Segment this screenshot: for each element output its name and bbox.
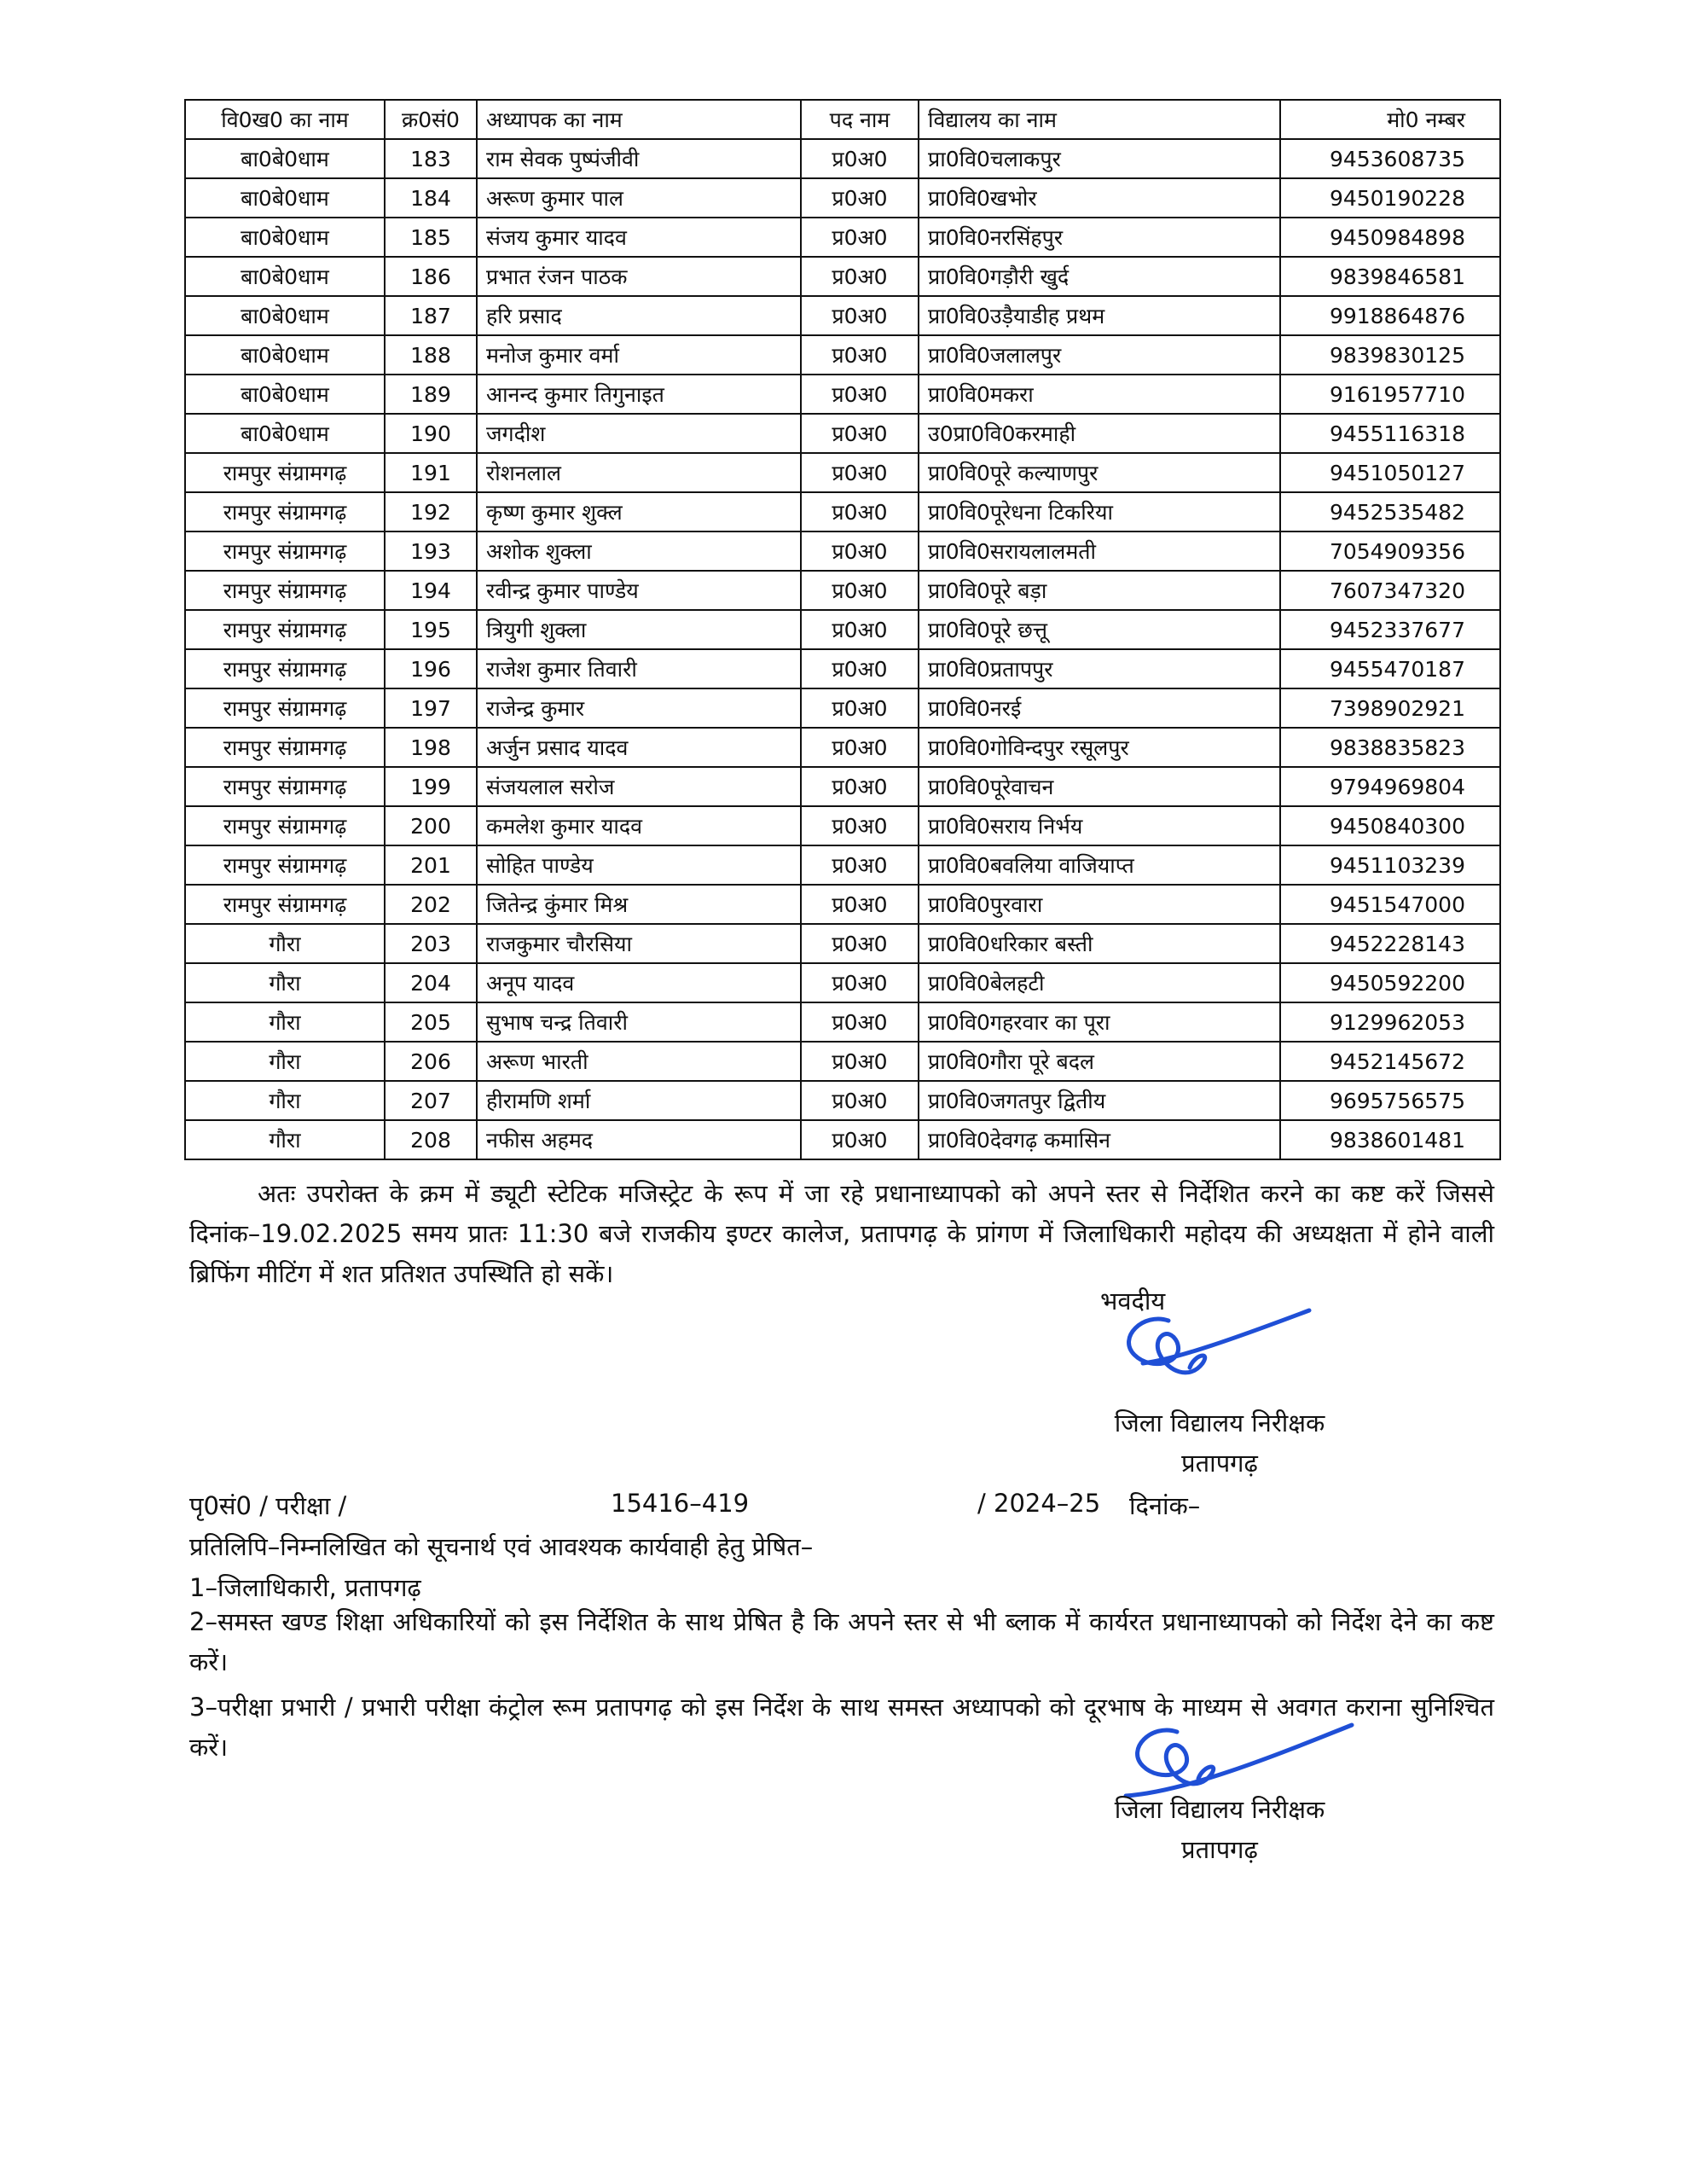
- cell-post: प्र0अ0: [801, 806, 919, 845]
- cell-school: प्रा0वि0जगतपुर द्वितीय: [919, 1081, 1280, 1120]
- cell-serial: 194: [385, 571, 477, 610]
- cell-school: प्रा0वि0गौरा पूरे बदल: [919, 1042, 1280, 1081]
- cell-school: प्रा0वि0देवगढ़ कमासिन: [919, 1120, 1280, 1159]
- cell-serial: 207: [385, 1081, 477, 1120]
- cell-serial: 195: [385, 610, 477, 649]
- cell-teacher: मनोज कुमार वर्मा: [477, 335, 801, 375]
- cell-post: प्र0अ0: [801, 375, 919, 414]
- cell-mobile: 9451103239: [1280, 845, 1500, 885]
- cell-post: प्र0अ0: [801, 139, 919, 178]
- cell-post: प्र0अ0: [801, 257, 919, 296]
- signature1-designation: जिला विद्यालय निरीक्षक: [1114, 1409, 1325, 1438]
- cell-serial: 184: [385, 178, 477, 218]
- copy-heading: प्रतिलिपि–निम्नलिखित को सूचनार्थ एवं आवश्यक कार्यवाही हेतु प्रेषित–: [189, 1532, 814, 1561]
- cell-post: प्र0अ0: [801, 335, 919, 375]
- cell-post: प्र0अ0: [801, 649, 919, 688]
- cell-teacher: राजेश कुमार तिवारी: [477, 649, 801, 688]
- cell-serial: 206: [385, 1042, 477, 1081]
- cell-teacher: संजयलाल सरोज: [477, 767, 801, 806]
- cell-block: बा0बे0धाम: [185, 296, 385, 335]
- cell-serial: 191: [385, 453, 477, 492]
- cell-teacher: अरूण कुमार पाल: [477, 178, 801, 218]
- cell-mobile: 9450984898: [1280, 218, 1500, 257]
- table-row: [185, 885, 1500, 924]
- cell-teacher: जगदीश: [477, 414, 801, 453]
- cell-block: रामपुर संग्रामगढ़: [185, 571, 385, 610]
- signature-1: [1109, 1304, 1313, 1397]
- cell-serial: 196: [385, 649, 477, 688]
- cell-school: प्रा0वि0पूरेवाचन: [919, 767, 1280, 806]
- cell-block: रामपुर संग्रामगढ़: [185, 767, 385, 806]
- cell-teacher: राम सेवक पुष्पंजीवी: [477, 139, 801, 178]
- cell-mobile: 9450840300: [1280, 806, 1500, 845]
- table-header-row: [185, 100, 1500, 139]
- cell-mobile: 9450592200: [1280, 963, 1500, 1002]
- cell-teacher: राजेन्द्र कुमार: [477, 688, 801, 728]
- cell-mobile: 9918864876: [1280, 296, 1500, 335]
- cell-block: बा0बे0धाम: [185, 414, 385, 453]
- table-row: [185, 335, 1500, 375]
- cell-serial: 183: [385, 139, 477, 178]
- table-row: [185, 296, 1500, 335]
- cell-block: रामपुर संग्रामगढ़: [185, 492, 385, 531]
- cell-mobile: 9838835823: [1280, 728, 1500, 767]
- header-teacher: अध्यापक का नाम: [477, 100, 801, 139]
- copy-item-3: 3–परीक्षा प्रभारी / प्रभारी परीक्षा कंट्रोल रूम प्रतापगढ़ को इस निर्देश के साथ समस्त अध्यापको को दूरभाष के माध्यम से अवगत कराना सुनिश्चित करें।: [189, 1693, 1494, 1762]
- cell-school: प्रा0वि0खभोर: [919, 178, 1280, 218]
- cell-teacher: सुभाष चन्द्र तिवारी: [477, 1002, 801, 1042]
- cell-post: प्र0अ0: [801, 1042, 919, 1081]
- cell-post: प्र0अ0: [801, 963, 919, 1002]
- cell-school: प्रा0वि0मकरा: [919, 375, 1280, 414]
- cell-post: प्र0अ0: [801, 1002, 919, 1042]
- cell-block: रामपुर संग्रामगढ़: [185, 688, 385, 728]
- cell-post: प्र0अ0: [801, 1120, 919, 1159]
- table-row: [185, 257, 1500, 296]
- cell-block: बा0बे0धाम: [185, 335, 385, 375]
- cell-block: बा0बे0धाम: [185, 375, 385, 414]
- cell-school: प्रा0वि0बवलिया वाजियाप्त: [919, 845, 1280, 885]
- cell-serial: 186: [385, 257, 477, 296]
- cell-serial: 204: [385, 963, 477, 1002]
- cell-serial: 190: [385, 414, 477, 453]
- body-paragraph: अतः उपरोक्त के क्रम में ड्यूटी स्टेटिक मजिस्ट्रेट के रूप में जा रहे प्रधानाध्यापको को अपने स्तर से निर्देशित करने का कष्ट करें जिससे दिनांक–19.02.2025 समय प्रातः 11:30 बजे राजकीय इण्टर कालेज, प्रतापगढ़ के प्रांगण में जिलाधिकारी महोदय की अध्यक्षता में होने वाली ब्रिफिंग मीटिंग में शत प्रतिशत उपस्थिति हो सकें।: [189, 1179, 1494, 1288]
- cell-block: रामपुर संग्रामगढ़: [185, 806, 385, 845]
- cell-school: प्रा0वि0गोविन्दपुर रसूलपुर: [919, 728, 1280, 767]
- cell-mobile: 9161957710: [1280, 375, 1500, 414]
- cell-school: प्रा0वि0धरिकार बस्ती: [919, 924, 1280, 963]
- cell-block: गौरा: [185, 1120, 385, 1159]
- table-row: [185, 767, 1500, 806]
- reference-year: / 2024–25: [977, 1489, 1101, 1518]
- cell-serial: 185: [385, 218, 477, 257]
- cell-school: उ0प्रा0वि0करमाही: [919, 414, 1280, 453]
- cell-block: रामपुर संग्रामगढ़: [185, 531, 385, 571]
- cell-school: प्रा0वि0बेलहटी: [919, 963, 1280, 1002]
- cell-post: प्र0अ0: [801, 414, 919, 453]
- cell-school: प्रा0वि0सरायलालमती: [919, 531, 1280, 571]
- cell-block: बा0बे0धाम: [185, 139, 385, 178]
- cell-post: प्र0अ0: [801, 531, 919, 571]
- cell-mobile: 9129962053: [1280, 1002, 1500, 1042]
- cell-block: रामपुर संग्रामगढ़: [185, 845, 385, 885]
- cell-serial: 189: [385, 375, 477, 414]
- cell-mobile: 9452535482: [1280, 492, 1500, 531]
- cell-teacher: राजकुमार चौरसिया: [477, 924, 801, 963]
- cell-mobile: 9839830125: [1280, 335, 1500, 375]
- signature1-place: प्रतापगढ़: [1181, 1449, 1258, 1478]
- cell-teacher: आनन्द कुमार तिगुनाइत: [477, 375, 801, 414]
- cell-school: प्रा0वि0प्रतापपुर: [919, 649, 1280, 688]
- cell-mobile: 9453608735: [1280, 139, 1500, 178]
- cell-block: बा0बे0धाम: [185, 257, 385, 296]
- cell-block: गौरा: [185, 963, 385, 1002]
- table-row: [185, 924, 1500, 963]
- table-row: [185, 728, 1500, 767]
- cell-block: बा0बे0धाम: [185, 178, 385, 218]
- table-row: [185, 414, 1500, 453]
- cell-post: प्र0अ0: [801, 453, 919, 492]
- table-row: [185, 139, 1500, 178]
- table-row: [185, 178, 1500, 218]
- cell-serial: 202: [385, 885, 477, 924]
- cell-mobile: 9695756575: [1280, 1081, 1500, 1120]
- cell-post: प्र0अ0: [801, 688, 919, 728]
- header-school: विद्यालय का नाम: [919, 100, 1280, 139]
- cell-mobile: 9452337677: [1280, 610, 1500, 649]
- cell-block: गौरा: [185, 1002, 385, 1042]
- cell-teacher: अशोक शुक्ला: [477, 531, 801, 571]
- cell-mobile: 7607347320: [1280, 571, 1500, 610]
- reference-date-label: दिनांक–: [1129, 1491, 1201, 1520]
- cell-mobile: 9838601481: [1280, 1120, 1500, 1159]
- cell-school: प्रा0वि0चलाकपुर: [919, 139, 1280, 178]
- cell-mobile: 9794969804: [1280, 767, 1500, 806]
- cell-post: प्र0अ0: [801, 610, 919, 649]
- cell-post: प्र0अ0: [801, 571, 919, 610]
- cell-teacher: प्रभात रंजन पाठक: [477, 257, 801, 296]
- cell-teacher: रोशनलाल: [477, 453, 801, 492]
- cell-post: प्र0अ0: [801, 218, 919, 257]
- cell-post: प्र0अ0: [801, 845, 919, 885]
- salutation: भवदीय: [1100, 1287, 1166, 1316]
- cell-school: प्रा0वि0सराय निर्भय: [919, 806, 1280, 845]
- cell-serial: 188: [385, 335, 477, 375]
- cell-block: बा0बे0धाम: [185, 218, 385, 257]
- table-row: [185, 845, 1500, 885]
- cell-serial: 208: [385, 1120, 477, 1159]
- cell-school: प्रा0वि0गड़ौरी खुर्द: [919, 257, 1280, 296]
- table-row: [185, 375, 1500, 414]
- cell-serial: 187: [385, 296, 477, 335]
- cell-mobile: 9450190228: [1280, 178, 1500, 218]
- cell-block: रामपुर संग्रामगढ़: [185, 649, 385, 688]
- cell-mobile: 9451050127: [1280, 453, 1500, 492]
- cell-teacher: संजय कुमार यादव: [477, 218, 801, 257]
- table-row: [185, 492, 1500, 531]
- cell-teacher: त्रियुगी शुक्ला: [477, 610, 801, 649]
- cell-school: प्रा0वि0उड़ैयाडीह प्रथम: [919, 296, 1280, 335]
- cell-teacher: अर्जुन प्रसाद यादव: [477, 728, 801, 767]
- copy-item-1: 1–जिलाधिकारी, प्रतापगढ़: [189, 1573, 421, 1602]
- cell-post: प्र0अ0: [801, 728, 919, 767]
- cell-serial: 203: [385, 924, 477, 963]
- cell-teacher: हरि प्रसाद: [477, 296, 801, 335]
- table-row: [185, 806, 1500, 845]
- cell-serial: 205: [385, 1002, 477, 1042]
- cell-school: प्रा0वि0पूरे बड़ा: [919, 571, 1280, 610]
- cell-mobile: 9452145672: [1280, 1042, 1500, 1081]
- cell-school: प्रा0वि0गहरवार का पूरा: [919, 1002, 1280, 1042]
- signature2-designation: जिला विद्यालय निरीक्षक: [1114, 1795, 1325, 1824]
- cell-mobile: 9455470187: [1280, 649, 1500, 688]
- table-row: [185, 610, 1500, 649]
- cell-mobile: 9455116318: [1280, 414, 1500, 453]
- cell-serial: 197: [385, 688, 477, 728]
- cell-teacher: अरूण भारती: [477, 1042, 801, 1081]
- cell-post: प्र0अ0: [801, 296, 919, 335]
- table-row: [185, 453, 1500, 492]
- cell-teacher: सोहित पाण्डेय: [477, 845, 801, 885]
- cell-post: प्र0अ0: [801, 1081, 919, 1120]
- cell-block: रामपुर संग्रामगढ़: [185, 885, 385, 924]
- cell-mobile: 9839846581: [1280, 257, 1500, 296]
- cell-school: प्रा0वि0नरसिंहपुर: [919, 218, 1280, 257]
- table-row: [185, 688, 1500, 728]
- cell-teacher: कृष्ण कुमार शुक्ल: [477, 492, 801, 531]
- cell-serial: 200: [385, 806, 477, 845]
- cell-school: प्रा0वि0नरई: [919, 688, 1280, 728]
- cell-teacher: कमलेश कुमार यादव: [477, 806, 801, 845]
- cell-post: प्र0अ0: [801, 924, 919, 963]
- table-row: [185, 649, 1500, 688]
- table-row: [185, 963, 1500, 1002]
- header-serial: क्र0सं0: [385, 100, 477, 139]
- cell-block: गौरा: [185, 1081, 385, 1120]
- cell-block: रामपुर संग्रामगढ़: [185, 728, 385, 767]
- cell-serial: 198: [385, 728, 477, 767]
- cell-school: प्रा0वि0पूरेधना टिकरिया: [919, 492, 1280, 531]
- cell-block: गौरा: [185, 1042, 385, 1081]
- cell-post: प्र0अ0: [801, 767, 919, 806]
- cell-teacher: नफीस अहमद: [477, 1120, 801, 1159]
- table-row: [185, 571, 1500, 610]
- reference-prefix: पृ0सं0 / परीक्षा /: [189, 1491, 347, 1520]
- cell-teacher: रवीन्द्र कुमार पाण्डेय: [477, 571, 801, 610]
- cell-block: रामपुर संग्रामगढ़: [185, 453, 385, 492]
- cell-school: प्रा0वि0जलालपुर: [919, 335, 1280, 375]
- copy-item-2: 2–समस्त खण्ड शिक्षा अधिकारियों को इस निर्देशित के साथ प्रेषित है कि अपने स्तर से भी ब्लाक में कार्यरत प्रधानाध्यापको को निर्देश देने का कष्ट करें।: [189, 1607, 1494, 1676]
- cell-mobile: 9451547000: [1280, 885, 1500, 924]
- cell-serial: 193: [385, 531, 477, 571]
- table-body: [185, 139, 1500, 1159]
- table-row: [185, 1042, 1500, 1081]
- cell-post: प्र0अ0: [801, 492, 919, 531]
- reference-number: 15416–419: [611, 1489, 750, 1518]
- table-row: [185, 1081, 1500, 1120]
- cell-post: प्र0अ0: [801, 885, 919, 924]
- teacher-duty-table: [184, 99, 1501, 1160]
- cell-teacher: अनूप यादव: [477, 963, 801, 1002]
- cell-school: प्रा0वि0पूरे कल्याणपुर: [919, 453, 1280, 492]
- table-row: [185, 531, 1500, 571]
- cell-school: प्रा0वि0पूरे छत्तू: [919, 610, 1280, 649]
- cell-block: रामपुर संग्रामगढ़: [185, 610, 385, 649]
- cell-teacher: हीरामणि शर्मा: [477, 1081, 801, 1120]
- cell-serial: 192: [385, 492, 477, 531]
- table-row: [185, 1002, 1500, 1042]
- cell-mobile: 7054909356: [1280, 531, 1500, 571]
- cell-serial: 201: [385, 845, 477, 885]
- header-mobile: मो0 नम्बर: [1280, 100, 1500, 139]
- signature2-place: प्रतापगढ़: [1181, 1835, 1258, 1864]
- header-post: पद नाम: [801, 100, 919, 139]
- cell-serial: 199: [385, 767, 477, 806]
- cell-teacher: जितेन्द्र कुंमार मिश्र: [477, 885, 801, 924]
- cell-school: प्रा0वि0पुरवारा: [919, 885, 1280, 924]
- cell-block: गौरा: [185, 924, 385, 963]
- header-block: वि0ख0 का नाम: [185, 100, 385, 139]
- cell-post: प्र0अ0: [801, 178, 919, 218]
- table-row: [185, 218, 1500, 257]
- cell-mobile: 9452228143: [1280, 924, 1500, 963]
- cell-mobile: 7398902921: [1280, 688, 1500, 728]
- table-row: [185, 1120, 1500, 1159]
